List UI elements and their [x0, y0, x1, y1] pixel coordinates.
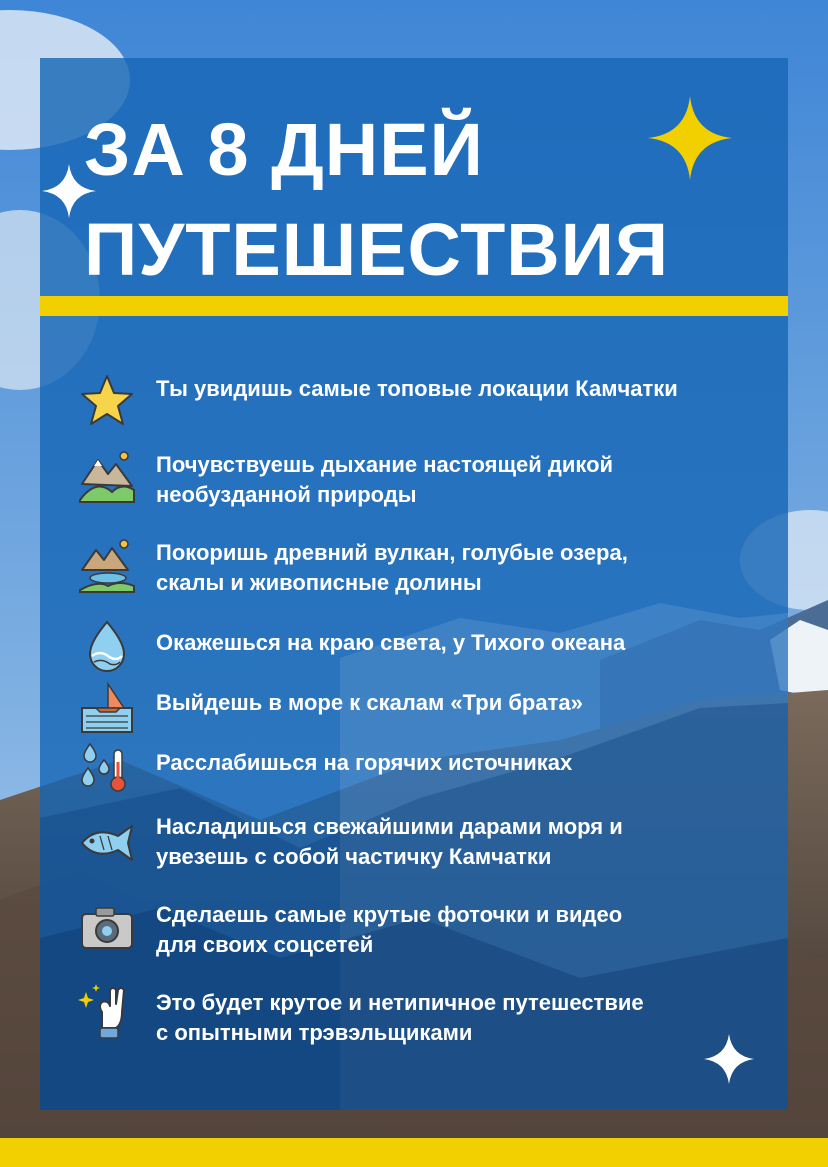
- feature-text: [156, 688, 776, 718]
- feature-text-line-2: с опытными трэвэльщиками: [156, 1020, 473, 1045]
- feature-text: [156, 900, 776, 960]
- feature-text: [156, 988, 776, 1048]
- feature-text-line-1: Окажешься на краю света, у Тихого океана: [156, 630, 626, 655]
- feature-text: [156, 812, 776, 872]
- hot-spring-thermometer-icon: [78, 738, 136, 796]
- title-line-1: ЗА 8 ДНЕЙ: [84, 108, 484, 191]
- feature-text: [156, 748, 776, 778]
- feature-text: [156, 538, 776, 598]
- feature-text-line-1: Сделаешь самые крутые фоточки и видео: [156, 902, 623, 927]
- feature-text-line-2: увезешь с собой частичку Камчатки: [156, 844, 552, 869]
- feature-text: [156, 450, 776, 510]
- feature-text-line-2: для своих соцсетей: [156, 932, 374, 957]
- feature-text: [156, 628, 776, 658]
- camera-icon: [78, 900, 136, 958]
- feature-text-line-2: скалы и живописные долины: [156, 570, 482, 595]
- star-icon: [78, 372, 136, 430]
- mountain-landscape-icon: [78, 448, 136, 506]
- bottom-yellow-stripe: [0, 1138, 828, 1167]
- ok-hand-icon: [78, 982, 136, 1040]
- feature-text: [156, 374, 776, 404]
- info-panel: [40, 58, 788, 1110]
- feature-text-line-1: Расслабишься на горячих источниках: [156, 750, 573, 775]
- fish-icon: [78, 814, 136, 872]
- feature-text-line-2: необузданной природы: [156, 482, 417, 507]
- feature-text-line-1: Ты увидишь самые топовые локации Камчатки: [156, 376, 678, 401]
- feature-text-line-1: Это будет крутое и нетипичное путешествие: [156, 990, 644, 1015]
- feature-text-line-1: Насладишься свежайшими дарами моря и: [156, 814, 623, 839]
- feature-list: [40, 58, 788, 1110]
- feature-text-line-1: Почувствуешь дыхание настоящей дикой: [156, 452, 614, 477]
- feature-text-line-1: Выйдешь в море к скалам «Три брата»: [156, 690, 583, 715]
- title-line-2: ПУТЕШЕСТВИЯ: [84, 208, 670, 291]
- water-drop-icon: [78, 618, 136, 676]
- volcano-lake-icon: [78, 536, 136, 594]
- sailboat-icon: [78, 678, 136, 736]
- feature-text-line-1: Покоришь древний вулкан, голубые озера,: [156, 540, 628, 565]
